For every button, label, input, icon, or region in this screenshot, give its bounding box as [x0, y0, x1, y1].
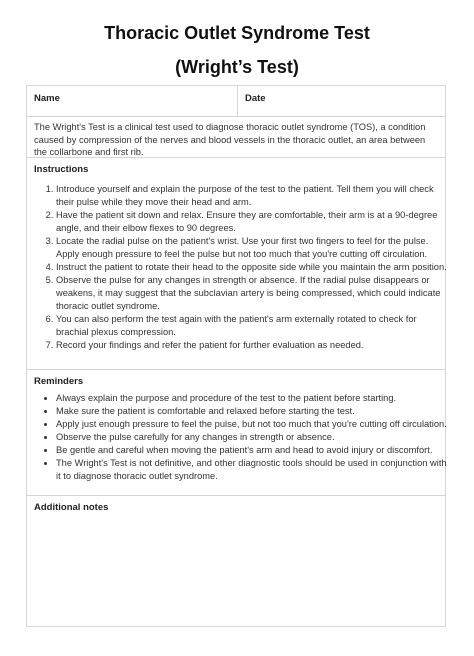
instructions-list	[42, 183, 451, 352]
instructions-section	[27, 158, 445, 370]
reminder-item: • Always explain the purpose and procedure of the test to the patient before starting.	[56, 392, 451, 405]
name-field[interactable]	[27, 86, 238, 117]
page-subtitle: (Wright’s Test)	[175, 57, 299, 77]
reminder-item: • Make sure the patient is comfortable and relaxed before starting the test.	[56, 405, 451, 418]
notes-section[interactable]	[27, 496, 445, 626]
instruction-item: 5. Observe the pulse for any changes in strength or absence. If the radial pulse disappears or weakens, it may suggest that the subclavian artery is being compressed, which could indicate thoracic outlet syndrome.	[56, 274, 451, 313]
reminder-item: • Apply just enough pressure to feel the pulse, but not too much that you're cutting off circulation.	[56, 418, 451, 431]
reminders-heading: Reminders	[34, 376, 84, 387]
assessment-form	[26, 85, 446, 627]
instruction-item: 6. You can also perform the test again with the patient's arm externally rotated to check for brachial plexus compression.	[56, 313, 451, 339]
notes-heading: Additional notes	[34, 502, 109, 513]
name-date-row	[27, 86, 445, 117]
name-label: Name	[34, 93, 60, 104]
instruction-item: 2. Have the patient sit down and relax. Ensure they are comfortable, their arm is at a 90-degree angle, and their elbow flexes to 90 degrees.	[56, 209, 451, 235]
date-label: Date	[245, 93, 266, 104]
instruction-item: 7. Record your findings and refer the patient for further evaluation as needed.	[56, 339, 451, 352]
reminders-list	[42, 392, 451, 483]
date-field[interactable]	[238, 86, 445, 117]
page-title: Thoracic Outlet Syndrome Test	[104, 23, 370, 43]
instruction-item: 4. Instruct the patient to rotate their head to the opposite side while you maintain the arm position.	[56, 261, 451, 274]
instructions-heading: Instructions	[34, 164, 89, 175]
intro-section	[27, 117, 445, 158]
intro-text: The Wright's Test is a clinical test used to diagnose thoracic outlet syndrome (TOS), a condition caused by compression of the nerves and blood vessels in the thoracic outlet, an area between the collarbone and first rib.	[34, 122, 426, 158]
reminder-item: • Observe the pulse carefully for any changes in strength or absence.	[56, 431, 451, 444]
reminder-item: • The Wright's Test is not definitive, and other diagnostic tools should be used in conjunction with it to diagnose thoracic outlet syndrome.	[56, 457, 451, 483]
reminder-item: • Be gentle and careful when moving the patient's arm and head to avoid injury or discomfort.	[56, 444, 451, 457]
instruction-item: 1. Introduce yourself and explain the purpose of the test to the patient. Tell them you will check their pulse while they move their head and arm.	[56, 183, 451, 209]
reminders-section	[27, 370, 445, 496]
instruction-item: 3. Locate the radial pulse on the patient's wrist. Use your first two fingers to feel for the pulse. Apply enough pressure to feel the pulse but not too much that you're cutting off circulation.	[56, 235, 451, 261]
